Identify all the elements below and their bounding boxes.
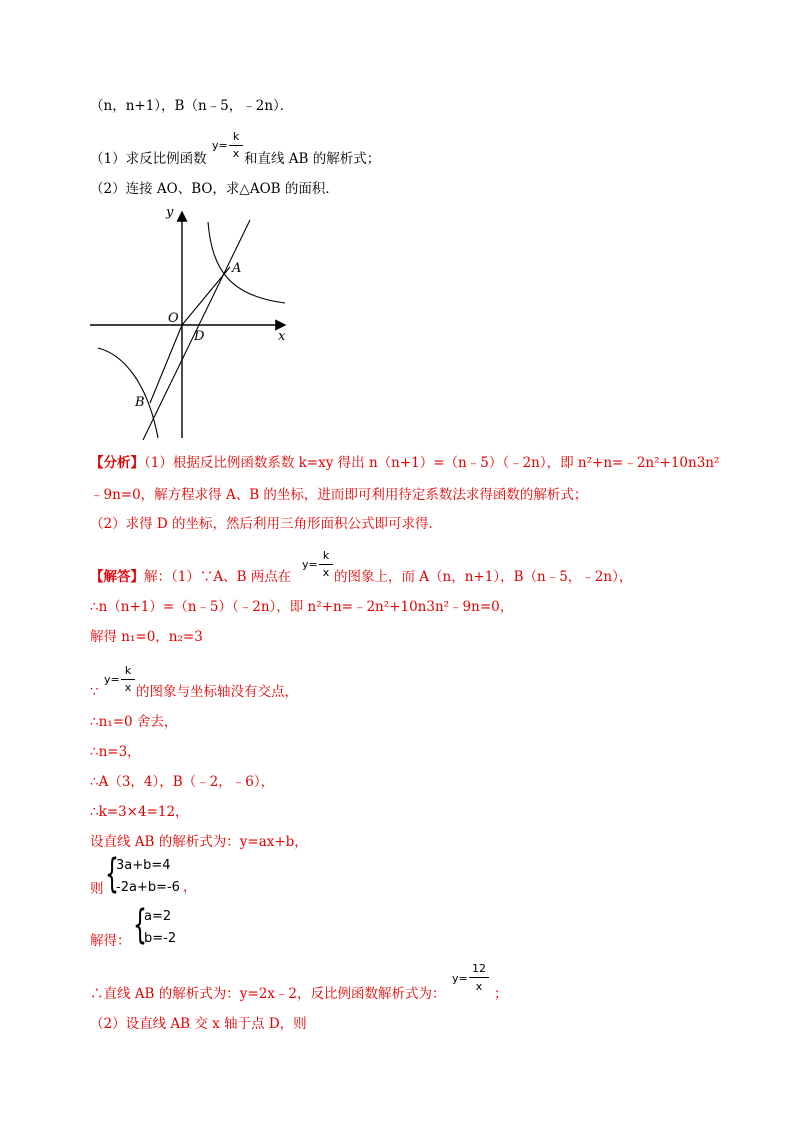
- system-2-brace: {: [133, 902, 147, 948]
- fraction-y-k-over-x-2: [302, 549, 336, 585]
- system-1-eq-2: -2a+b=-6: [116, 880, 180, 895]
- label-x-axis: x: [278, 329, 286, 344]
- analysis-line-2: ﹣9n=0，解方程求得 A、B 的坐标，进而即可利用待定系数法求得函数的解析式；: [90, 487, 588, 503]
- coordinate-figure: [80, 200, 300, 440]
- solution-line-4-prefix: ∵: [90, 684, 99, 700]
- problem-line-points: （n，n+1），B（n﹣5，﹣2n）．: [90, 98, 294, 114]
- analysis-line-1: [90, 454, 719, 472]
- fraction-denominator: x: [322, 566, 330, 579]
- solution-line-6: ∴n=3，: [90, 744, 141, 760]
- solution-line-7: ∴A（3，4），B（﹣2，﹣6），: [90, 774, 275, 790]
- system-1-eq-1: 3a+b=4: [116, 858, 171, 873]
- solution-line-10-prefix: 则: [90, 881, 104, 897]
- fraction-denominator: x: [124, 681, 132, 694]
- fraction-y-k-over-x: [212, 130, 246, 166]
- system-1-brace: {: [105, 851, 119, 897]
- fraction-bar: [121, 679, 135, 680]
- system-2-eq-2: b=-2: [144, 931, 177, 946]
- hyperbola-branch-lower: [98, 348, 158, 438]
- question-1-suffix: 和直线 AB 的解析式；: [244, 151, 381, 167]
- fraction-numerator: k: [232, 130, 240, 143]
- solution-line-12-suffix: ；: [494, 986, 508, 1002]
- solution-tag: 【解答】: [90, 569, 144, 585]
- fraction-y: y=: [302, 558, 318, 571]
- equation-system-2: [144, 906, 176, 950]
- fraction-bar: [229, 145, 243, 146]
- fraction-numerator: k: [322, 549, 330, 562]
- question-1-prefix: （1）求反比例函数: [90, 151, 207, 167]
- segment-bo: [150, 325, 182, 403]
- solution-line-13: （2）设直线 AB 交 x 轴于点 D，则: [90, 1016, 307, 1032]
- label-origin: O: [168, 311, 179, 326]
- analysis-tag: 【分析】: [90, 455, 144, 471]
- solution-line-4-suffix: 的图象与坐标轴没有交点，: [136, 684, 298, 700]
- fraction-y: y=: [212, 139, 228, 152]
- segment-ao: [182, 267, 230, 325]
- system-2-eq-1: a=2: [144, 909, 172, 924]
- solution-line-3: 解得 n₁=0，n₂=3: [90, 629, 203, 645]
- analysis-line-3: （2）求得 D 的坐标，然后利用三角形面积公式即可求得．: [90, 516, 442, 532]
- question-2: （2）连接 AO、BO，求△AOB 的面积．: [90, 181, 339, 197]
- solution-line-1-suffix: 的图象上，而 A（n，n+1），B（n﹣5，﹣2n），: [334, 569, 633, 585]
- fraction-y-12-over-x: [452, 962, 494, 1000]
- label-point-d: D: [194, 329, 205, 344]
- fraction-y: y=: [452, 972, 468, 985]
- label-point-b: B: [135, 395, 145, 410]
- solution-text-1: 解：（1）∵A、B 两点在: [144, 569, 292, 585]
- fraction-numerator: k: [124, 664, 132, 677]
- system-1-comma: ，: [183, 879, 197, 895]
- fraction-bar: [469, 977, 489, 978]
- solution-line-2: ∴n（n+1）=（n﹣5）（﹣2n），即 n²+n=﹣2n²+10n3n²﹣9n=0，: [90, 599, 514, 615]
- analysis-text-1: （1）根据反比例函数系数 k=xy 得出 n（n+1）=（n﹣5）（﹣2n），即 n²+n=﹣2n²+10n3n²: [144, 455, 720, 471]
- fraction-y-k-over-x-3: [104, 664, 138, 700]
- fraction-bar: [319, 564, 333, 565]
- solution-line-9: 设直线 AB 的解析式为：y=ax+b，: [90, 834, 308, 850]
- fraction-numerator: 12: [472, 962, 486, 975]
- label-y-axis: y: [166, 205, 174, 220]
- equation-system-1: [116, 855, 180, 899]
- solution-line-8: ∴k=3×4=12，: [90, 804, 189, 820]
- solution-line-5: ∴n₁=0 舍去，: [90, 714, 178, 730]
- solution-line-1-prefix: [90, 568, 291, 586]
- solution-line-12-prefix: ∴直线 AB 的解析式为：y=2x﹣2，反比例函数解析式为：: [90, 986, 446, 1002]
- fraction-denominator: x: [232, 147, 240, 160]
- hyperbola-branch-upper: [208, 222, 285, 303]
- solution-line-11-prefix: 解得：: [90, 933, 131, 949]
- fraction-denominator: x: [475, 980, 483, 993]
- label-point-a: A: [232, 261, 242, 276]
- fraction-y: y=: [104, 673, 120, 686]
